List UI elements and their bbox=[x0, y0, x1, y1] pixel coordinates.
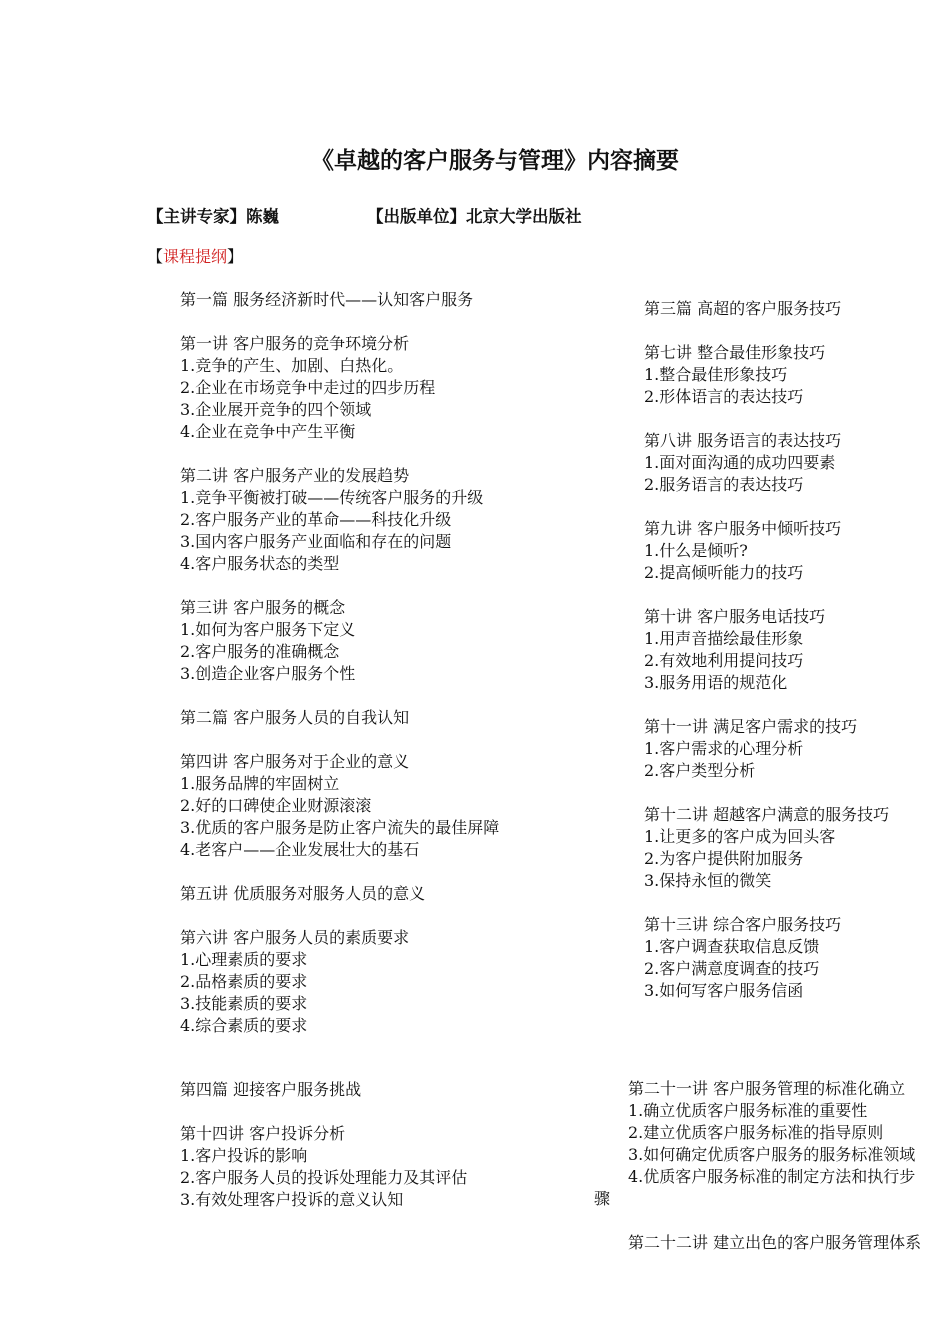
outline-item: 1.客户需求的心理分析 bbox=[644, 739, 804, 758]
section-heading: 第二十一讲 客户服务管理的标准化确立 bbox=[628, 1079, 906, 1098]
section-heading: 第十四讲 客户投诉分析 bbox=[180, 1124, 346, 1143]
outline-bracket-open: 【 bbox=[147, 247, 164, 266]
outline-item: 3.创造企业客户服务个性 bbox=[180, 664, 356, 683]
blank-line bbox=[594, 1210, 928, 1232]
outline-item: 1.竞争的产生、加剧、白热化。 bbox=[180, 356, 404, 375]
section-heading: 第二篇 客户服务人员的自我认知 bbox=[180, 708, 410, 727]
section-heading: 第二十二讲 建立出色的客户服务管理体系 bbox=[628, 1233, 922, 1252]
blank-line bbox=[180, 311, 600, 333]
blank-line bbox=[180, 729, 600, 751]
section-heading: 第五讲 优质服务对服务人员的意义 bbox=[180, 884, 426, 903]
outline-item: 2.客户服务人员的投诉处理能力及其评估 bbox=[180, 1168, 468, 1187]
outline-item: 4.综合素质的要求 bbox=[180, 1016, 308, 1035]
outline-item: 2.客户类型分析 bbox=[644, 761, 756, 780]
section-heading: 第四讲 客户服务对于企业的意义 bbox=[180, 752, 410, 771]
outline-item: 2.提高倾听能力的技巧 bbox=[644, 563, 804, 582]
outline-item: 1.用声音描绘最佳形象 bbox=[644, 629, 804, 648]
section-heading: 第三讲 客户服务的概念 bbox=[180, 598, 346, 617]
outline-item: 1.服务品牌的牢固树立 bbox=[180, 774, 340, 793]
outline-item: 3.优质的客户服务是防止客户流失的最佳屏障 bbox=[180, 818, 500, 837]
outline-item: 4.优质客户服务标准的制定方法和执行步骤 bbox=[594, 1167, 916, 1208]
section-heading: 第三篇 高超的客户服务技巧 bbox=[644, 299, 842, 318]
outline-column-right-bottom bbox=[594, 1078, 928, 1254]
section-heading: 第二讲 客户服务产业的发展趋势 bbox=[180, 466, 410, 485]
outline-label-text: 课程提纲 bbox=[163, 247, 228, 266]
section-heading: 第十讲 客户服务电话技巧 bbox=[644, 607, 826, 626]
outline-item: 3.保持永恒的微笑 bbox=[644, 871, 772, 890]
blank-line bbox=[644, 408, 934, 430]
blank-line bbox=[644, 320, 934, 342]
outline-column-left-bottom bbox=[180, 1079, 580, 1211]
outline-item: 2.品格素质的要求 bbox=[180, 972, 308, 991]
section-heading: 第七讲 整合最佳形象技巧 bbox=[644, 343, 826, 362]
blank-line bbox=[180, 861, 600, 883]
section-heading: 第四篇 迎接客户服务挑战 bbox=[180, 1080, 362, 1099]
outline-label bbox=[147, 244, 243, 267]
section-heading: 第六讲 客户服务人员的素质要求 bbox=[180, 928, 410, 947]
outline-item: 1.如何为客户服务下定义 bbox=[180, 620, 356, 639]
document-title: 《卓越的客户服务与管理》内容摘要 bbox=[311, 148, 679, 174]
outline-item: 3.技能素质的要求 bbox=[180, 994, 308, 1013]
section-heading: 第一篇 服务经济新时代——认知客户服务 bbox=[180, 290, 474, 309]
blank-line bbox=[180, 1101, 580, 1123]
blank-line bbox=[644, 782, 934, 804]
blank-line bbox=[180, 905, 600, 927]
blank-line bbox=[644, 892, 934, 914]
section-heading: 第十一讲 满足客户需求的技巧 bbox=[644, 717, 858, 736]
outline-item: 2.有效地利用提问技巧 bbox=[644, 651, 804, 670]
blank-line bbox=[644, 584, 934, 606]
outline-item: 1.客户调查获取信息反馈 bbox=[644, 937, 820, 956]
outline-item: 1.心理素质的要求 bbox=[180, 950, 308, 969]
speaker-info: 【主讲专家】陈巍 bbox=[147, 207, 279, 226]
outline-item: 2.服务语言的表达技巧 bbox=[644, 475, 804, 494]
publisher-info: 【出版单位】北京大学出版社 bbox=[367, 207, 582, 226]
blank-line bbox=[180, 685, 600, 707]
outline-column-right-top bbox=[644, 298, 934, 1002]
outline-item: 1.面对面沟通的成功四要素 bbox=[644, 453, 836, 472]
section-heading: 第十二讲 超越客户满意的服务技巧 bbox=[644, 805, 890, 824]
outline-bracket-close: 】 bbox=[227, 247, 244, 266]
outline-item: 2.形体语言的表达技巧 bbox=[644, 387, 804, 406]
outline-item: 4.企业在竞争中产生平衡 bbox=[180, 422, 356, 441]
outline-column-left-top bbox=[180, 289, 600, 1037]
section-heading: 第一讲 客户服务的竞争环境分析 bbox=[180, 334, 410, 353]
outline-item: 2.客户服务产业的革命——科技化升级 bbox=[180, 510, 452, 529]
section-heading: 第九讲 客户服务中倾听技巧 bbox=[644, 519, 842, 538]
outline-item: 2.好的口碑使企业财源滚滚 bbox=[180, 796, 372, 815]
blank-line bbox=[180, 575, 600, 597]
outline-item: 2.为客户提供附加服务 bbox=[644, 849, 804, 868]
outline-item: 3.企业展开竞争的四个领域 bbox=[180, 400, 372, 419]
outline-item: 3.如何写客户服务信函 bbox=[644, 981, 804, 1000]
outline-item: 1.整合最佳形象技巧 bbox=[644, 365, 788, 384]
blank-line bbox=[644, 496, 934, 518]
outline-item: 3.如何确定优质客户服务的服务标准领域 bbox=[628, 1145, 916, 1164]
outline-item: 2.客户满意度调查的技巧 bbox=[644, 959, 820, 978]
blank-line bbox=[180, 443, 600, 465]
outline-item: 2.建立优质客户服务标准的指导原则 bbox=[628, 1123, 884, 1142]
outline-item: 4.客户服务状态的类型 bbox=[180, 554, 340, 573]
outline-item: 1.什么是倾听? bbox=[644, 541, 748, 560]
outline-item: 4.老客户——企业发展壮大的基石 bbox=[180, 840, 420, 859]
outline-item: 1.让更多的客户成为回头客 bbox=[644, 827, 836, 846]
section-heading: 第八讲 服务语言的表达技巧 bbox=[644, 431, 842, 450]
outline-item: 1.确立优质客户服务标准的重要性 bbox=[628, 1101, 868, 1120]
section-heading: 第十三讲 综合客户服务技巧 bbox=[644, 915, 842, 934]
outline-item: 3.国内客户服务产业面临和存在的问题 bbox=[180, 532, 452, 551]
outline-item: 2.客户服务的准确概念 bbox=[180, 642, 340, 661]
outline-item: 3.服务用语的规范化 bbox=[644, 673, 788, 692]
outline-item: 2.企业在市场竞争中走过的四步历程 bbox=[180, 378, 436, 397]
outline-item: 1.客户投诉的影响 bbox=[180, 1146, 308, 1165]
outline-item: 1.竞争平衡被打破——传统客户服务的升级 bbox=[180, 488, 484, 507]
outline-item: 3.有效处理客户投诉的意义认知 bbox=[180, 1190, 404, 1209]
blank-line bbox=[644, 694, 934, 716]
